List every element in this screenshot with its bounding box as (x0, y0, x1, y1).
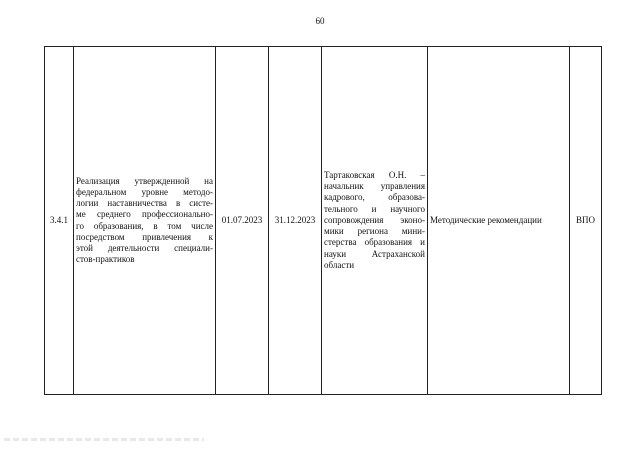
activity-line: логии наставничества в систе- (76, 198, 213, 209)
responsible-line: сопровождения эконо- (324, 214, 425, 225)
responsible-line: кадрового, образова- (324, 192, 425, 203)
responsible-line: стерства образования и (324, 237, 425, 248)
responsible-line: начальник управления (324, 181, 425, 192)
scan-artifact (4, 438, 204, 441)
start-date-cell (216, 47, 269, 395)
activity-line: стов-практиков (76, 254, 135, 265)
activity-line: федеральном уровне методо- (76, 186, 213, 197)
activity-line: посредством привлечения к (76, 231, 213, 242)
responsible-line: Тартаковская О.Н. – (324, 170, 425, 181)
responsible-line: тельного и научного (324, 203, 425, 214)
result-cell (428, 47, 570, 395)
responsible-cell (322, 47, 428, 395)
item-number-cell (45, 47, 74, 395)
end-date: 31.12.2023 (274, 214, 316, 225)
activity-line: ме среднего профессионально- (76, 209, 213, 220)
responsible-line: мики региона мини- (324, 226, 425, 237)
responsible-line: науки Астраханской (324, 248, 425, 259)
table-row (45, 47, 602, 395)
activity-line: Реализация утвержденной на (76, 175, 213, 186)
end-date-cell (269, 47, 322, 395)
organization-cell (570, 47, 602, 395)
start-date: 01.07.2023 (221, 214, 263, 225)
activity-line: этой деятельности специали- (76, 242, 213, 253)
item-number: 3.4.1 (50, 214, 68, 225)
activity-line: го образования, в том числе (76, 220, 213, 231)
organization-text: ВПО (575, 214, 595, 225)
activity-table (44, 46, 602, 395)
responsible-line: области (324, 259, 355, 270)
result-text: Методические рекомендации (430, 214, 542, 225)
activity-cell (74, 47, 216, 395)
page-number: 60 (315, 16, 325, 26)
